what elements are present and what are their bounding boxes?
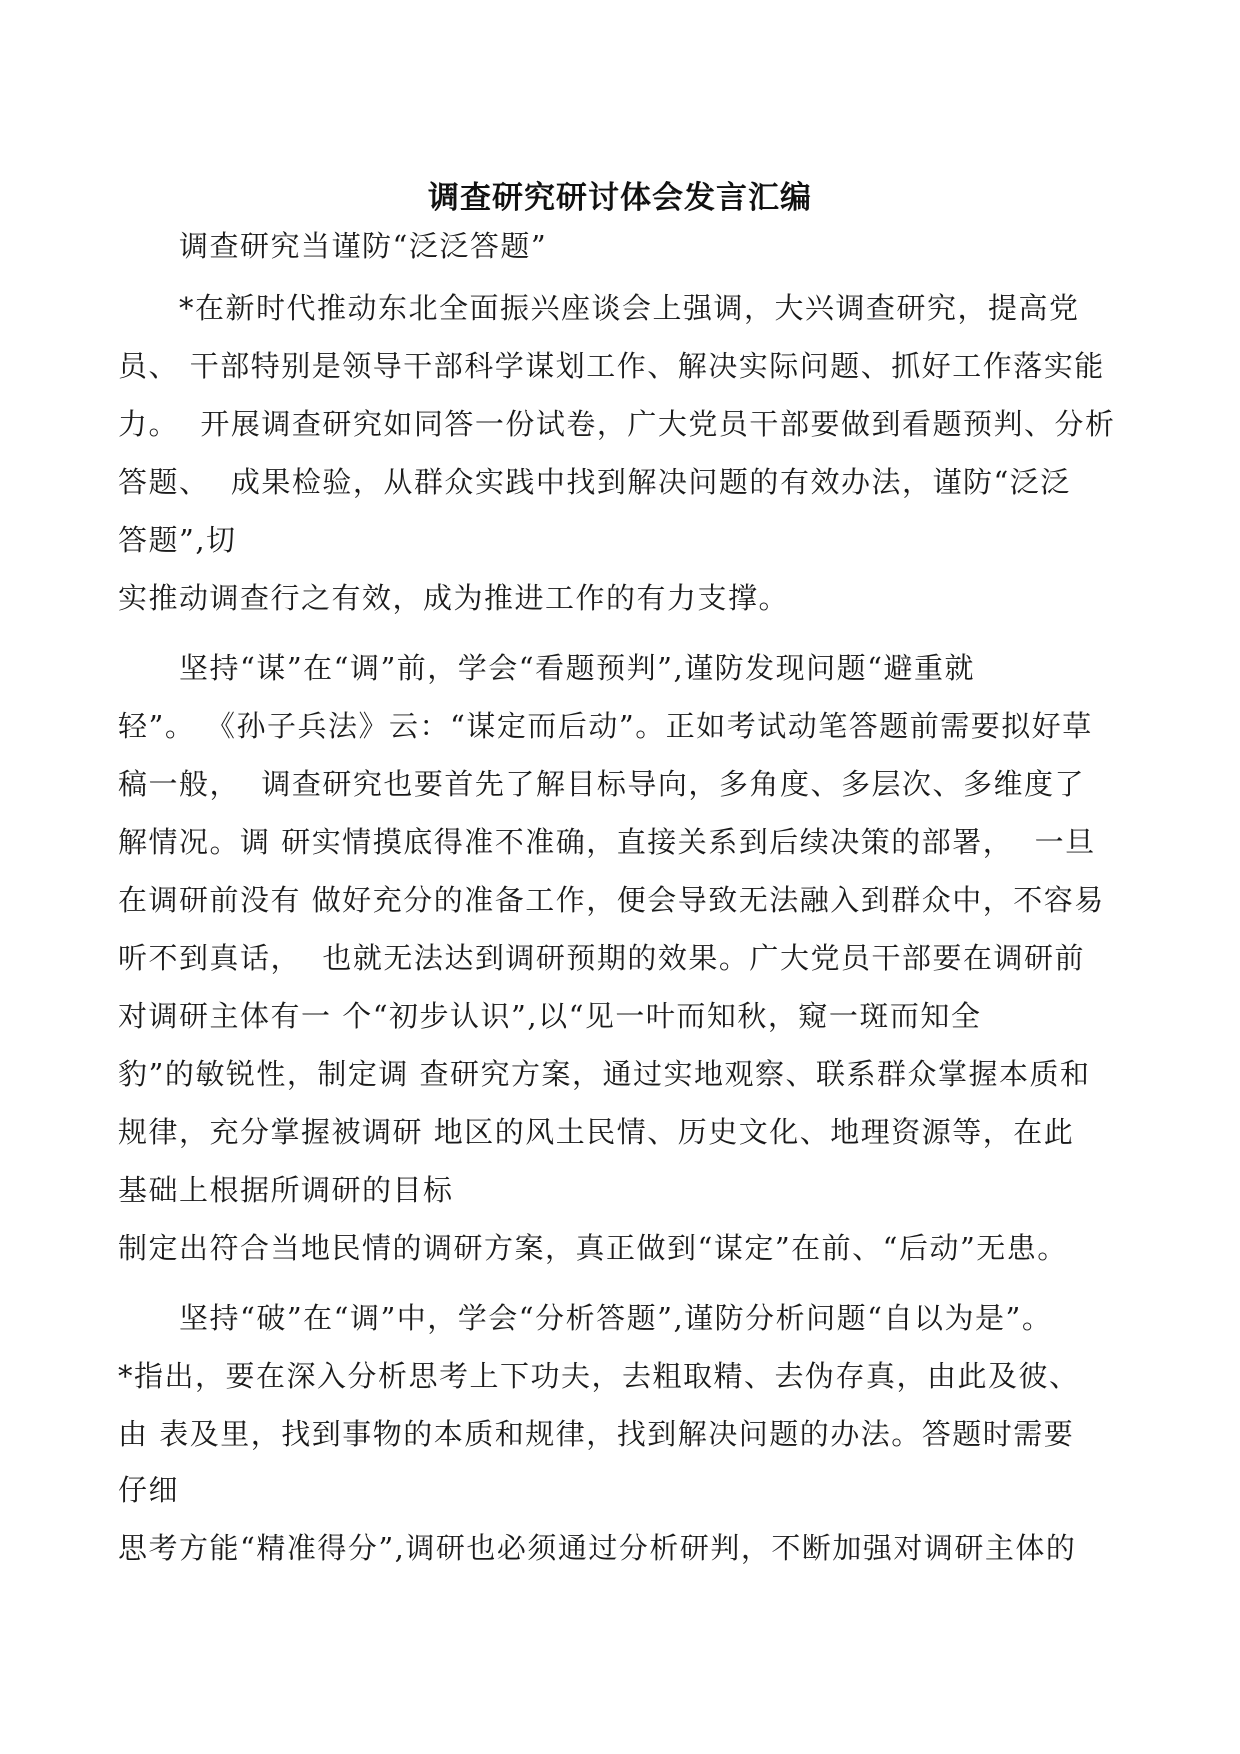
body-line-20: 由 表及里，找到事物的本质和规律，找到解决问题的办法。答题时需要 [118,1417,1075,1451]
body-line-16: 基础上根据所调研的目标 [118,1173,454,1207]
body-line-1: *在新时代推动东北全面振兴座谈会上强调，大兴调查研究，提高党 [118,291,1080,325]
body-line-14: 豹”的敏锐性，制定调 查研究方案，通过实地观察、联系群众掌握本质和 [118,1057,1091,1091]
body-line-13: 对调研主体有一 个“初步认识”,以“见一叶而知秋，窥一斑而知全 [118,999,982,1033]
document-title: 调查研究研讨体会发言汇编 [428,180,812,216]
body-line-3: 力。 开展调查研究如同答一份试卷，广大党员干部要做到看题预判、分析 [118,407,1116,441]
body-line-19: *指出，要在深入分析思考上下功夫，去粗取精、去伪存真，由此及彼、 [118,1359,1080,1393]
body-line-2: 员、 干部特别是领导干部科学谋划工作、解决实际问题、抓好工作落实能 [118,349,1105,383]
body-line-17: 制定出符合当地民情的调研方案，真正做到“谋定”在前、“后动”无患。 [118,1231,1068,1265]
body-line-5: 答题”,切 [118,523,237,557]
body-line-18: 坚持“破”在“调”中，学会“分析答题”,谨防分析问题“自以为是”。 [118,1301,1053,1335]
heading-line-1: 调查研究当谨防“泛泛答题” [118,229,548,263]
body-line-15: 规律，充分掌握被调研 地区的风土民情、历史文化、地理资源等，在此 [118,1115,1075,1149]
body-line-9: 稿一般， 调查研究也要首先了解目标导向，多角度、多层次、多维度了 [118,767,1085,801]
body-line-4: 答题、 成果检验，从群众实践中找到解决问题的有效办法，谨防“泛泛 [118,465,1071,499]
body-line-21: 仔细 [118,1473,180,1507]
body-line-8: 轻”。 《孙子兵法》云：“谋定而后动”。正如考试动笔答题前需要拟好草 [118,709,1093,743]
body-line-7: 坚持“谋”在“调”前，学会“看题预判”,谨防发现问题“避重就 [118,651,975,685]
body-line-12: 听不到真话， 也就无法达到调研预期的效果。广大党员干部要在调研前 [118,941,1085,975]
body-line-22: 思考方能“精准得分”,调研也必须通过分析研判，不断加强对调研主体的 [118,1531,1077,1565]
body-line-6: 实推动调查行之有效，成为推进工作的有力支撑。 [118,581,790,615]
body-line-10: 解情况。调 研实情摸底得准不准确，直接关系到后续决策的部署， 一旦 [118,825,1096,859]
body-line-11: 在调研前没有 做好充分的准备工作，便会导致无法融入到群众中，不容易 [118,883,1105,917]
